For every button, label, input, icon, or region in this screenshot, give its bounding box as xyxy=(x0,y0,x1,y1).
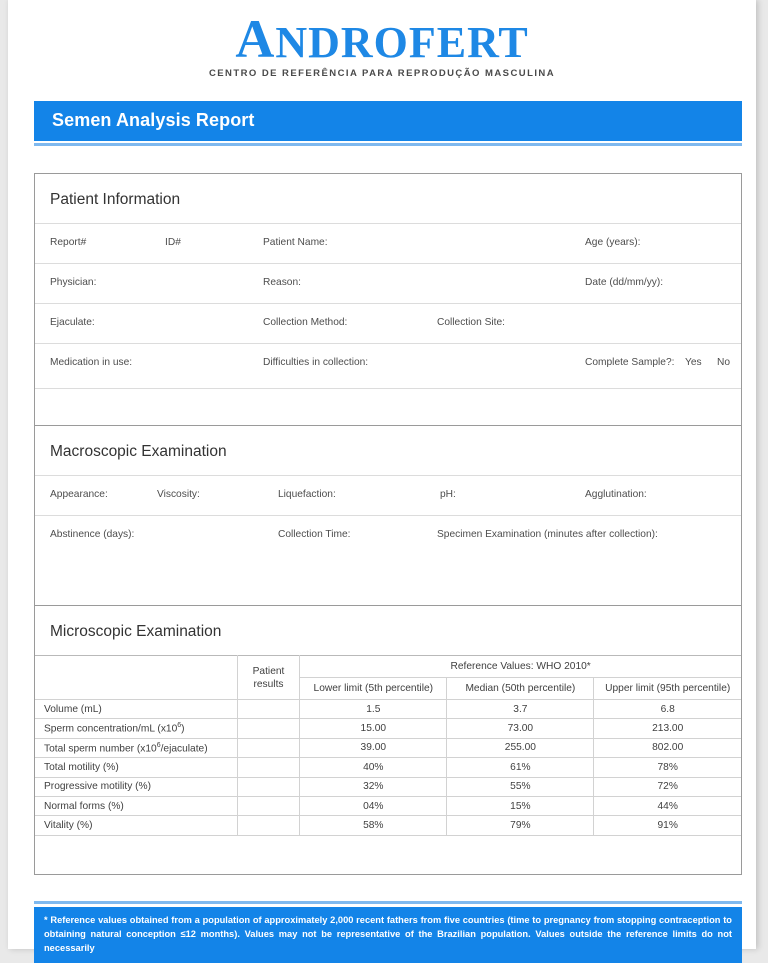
table-cell-median: 73.00 xyxy=(447,719,594,738)
table-cell-patient-result[interactable] xyxy=(237,816,300,835)
table-header-lower-limit: Lower limit (5th percentile) xyxy=(300,678,447,700)
patient-results-line-2: results xyxy=(253,678,284,690)
field-collection-method[interactable]: Collection Method: xyxy=(263,317,348,328)
table-header-group-row xyxy=(35,656,741,678)
table-cell-lower-limit: 04% xyxy=(300,796,447,815)
patient-information-heading: Patient Information xyxy=(50,191,181,208)
field-ejaculate[interactable]: Ejaculate: xyxy=(50,317,95,328)
table-header-median: Median (50th percentile) xyxy=(447,678,594,700)
field-specimen-examination[interactable]: Specimen Examination (minutes after collection): xyxy=(437,529,658,540)
table-row xyxy=(35,719,741,738)
table-cell-parameter: Total sperm number $(x10^6/ejaculate)$ xyxy=(35,738,237,757)
table-cell-upper-limit: 213.00 xyxy=(594,719,741,738)
brand-wordmark-rest: NDROFERT xyxy=(275,18,529,67)
table-header-parameter-blank xyxy=(35,656,237,700)
table-cell-patient-result[interactable] xyxy=(237,738,300,757)
patient-info-row-4 xyxy=(35,343,741,388)
macroscopic-row-2 xyxy=(35,515,741,555)
field-report-number[interactable]: Report# xyxy=(50,237,87,248)
field-medication-in-use[interactable]: Medication in use: xyxy=(50,357,133,368)
table-header-patient-results xyxy=(237,656,300,700)
field-patient-name[interactable]: Patient Name: xyxy=(263,237,328,248)
table-cell-upper-limit: 91% xyxy=(594,816,741,835)
footnote-block xyxy=(34,901,742,963)
field-collection-site[interactable]: Collection Site: xyxy=(437,317,505,328)
table-cell-median: 3.7 xyxy=(447,700,594,719)
report-page xyxy=(8,0,756,953)
table-cell-patient-result[interactable] xyxy=(237,796,300,815)
table-cell-parameter: Total motility (%) xyxy=(35,758,237,777)
patient-info-notes-area[interactable] xyxy=(35,388,741,425)
table-cell-upper-limit: 802.00 xyxy=(594,738,741,757)
table-cell-patient-result[interactable] xyxy=(237,758,300,777)
table-cell-patient-result[interactable] xyxy=(237,719,300,738)
table-header-reference-values: Reference Values: WHO 2010* xyxy=(300,656,741,678)
field-complete-sample-label: Complete Sample?: xyxy=(585,357,675,368)
table-row xyxy=(35,796,741,815)
field-appearance[interactable]: Appearance: xyxy=(50,489,108,500)
report-title-banner xyxy=(34,101,742,146)
microscopic-notes-area[interactable] xyxy=(35,836,741,874)
table-cell-patient-result[interactable] xyxy=(237,700,300,719)
table-cell-parameter: Volume (mL) xyxy=(35,700,237,719)
table-cell-upper-limit: 6.8 xyxy=(594,700,741,719)
table-cell-patient-result[interactable] xyxy=(237,777,300,796)
table-cell-median: 61% xyxy=(447,758,594,777)
brand-tagline: CENTRO DE REFERÊNCIA PARA REPRODUÇÃO MASCULINA xyxy=(208,68,556,79)
table-cell-median: 55% xyxy=(447,777,594,796)
table-cell-lower-limit: 40% xyxy=(300,758,447,777)
macroscopic-row-1 xyxy=(35,475,741,515)
table-cell-upper-limit: 72% xyxy=(594,777,741,796)
patient-info-row-3 xyxy=(35,303,741,343)
footnote-top-rule xyxy=(34,901,742,904)
title-underline xyxy=(34,143,742,146)
patient-results-line-1: Patient xyxy=(252,665,285,677)
table-cell-upper-limit: 44% xyxy=(594,796,741,815)
section-macroscopic-examination xyxy=(35,425,741,605)
table-cell-median: 255.00 xyxy=(447,738,594,757)
brand-wordmark xyxy=(8,9,756,69)
field-id-number[interactable]: ID# xyxy=(165,237,181,248)
table-cell-parameter: Normal forms (%) xyxy=(35,796,237,815)
field-collection-time[interactable]: Collection Time: xyxy=(278,529,351,540)
table-row xyxy=(35,758,741,777)
patient-info-row-2 xyxy=(35,263,741,303)
table-cell-lower-limit: 15.00 xyxy=(300,719,447,738)
complete-sample-yes-option[interactable]: Yes xyxy=(685,357,702,368)
table-cell-median: 79% xyxy=(447,816,594,835)
field-viscosity[interactable]: Viscosity: xyxy=(157,489,200,500)
section-patient-information xyxy=(35,174,741,425)
report-sections xyxy=(34,173,742,875)
field-date[interactable]: Date (dd/mm/yy): xyxy=(585,277,664,288)
table-cell-lower-limit: 39.00 xyxy=(300,738,447,757)
table-header-upper-limit: Upper limit (95th percentile) xyxy=(594,678,741,700)
page-title: Semen Analysis Report xyxy=(34,101,742,141)
field-liquefaction[interactable]: Liquefaction: xyxy=(278,489,336,500)
brand-logo xyxy=(8,0,756,79)
table-body xyxy=(35,700,741,836)
footnote-text: * Reference values obtained from a population of approximately 2,000 recent fathers from five countries (time to pregnancy from stopping contraception to obtaining natural conception ≤12 months). Values may not be representative of the Brazilian population. Values outside the reference limits do not necessarily xyxy=(34,907,742,963)
patient-info-row-1 xyxy=(35,223,741,263)
table-cell-lower-limit: 32% xyxy=(300,777,447,796)
section-microscopic-examination xyxy=(35,605,741,874)
field-age[interactable]: Age (years): xyxy=(585,237,641,248)
macroscopic-examination-heading: Macroscopic Examination xyxy=(50,443,227,460)
field-reason[interactable]: Reason: xyxy=(263,277,301,288)
table-cell-lower-limit: 58% xyxy=(300,816,447,835)
field-difficulties-in-collection[interactable]: Difficulties in collection: xyxy=(263,357,369,368)
table-row xyxy=(35,700,741,719)
brand-wordmark-initial: A xyxy=(235,9,276,69)
microscopic-examination-heading: Microscopic Examination xyxy=(50,623,222,640)
complete-sample-no-option[interactable]: No xyxy=(717,357,731,368)
table-row xyxy=(35,816,741,835)
field-agglutination[interactable]: Agglutination: xyxy=(585,489,647,500)
macroscopic-notes-area[interactable] xyxy=(35,555,741,605)
field-physician[interactable]: Physician: xyxy=(50,277,97,288)
field-ph[interactable]: pH: xyxy=(440,489,456,500)
table-row xyxy=(35,777,741,796)
table-cell-median: 15% xyxy=(447,796,594,815)
table-cell-parameter: Progressive motility (%) xyxy=(35,777,237,796)
table-row xyxy=(35,738,741,757)
table-cell-parameter: Sperm concentration/mL $(x10^6)$ xyxy=(35,719,237,738)
microscopic-results-table xyxy=(35,655,741,836)
table-cell-lower-limit: 1.5 xyxy=(300,700,447,719)
table-cell-parameter: Vitality (%) xyxy=(35,816,237,835)
table-cell-upper-limit: 78% xyxy=(594,758,741,777)
field-abstinence-days[interactable]: Abstinence (days): xyxy=(50,529,135,540)
